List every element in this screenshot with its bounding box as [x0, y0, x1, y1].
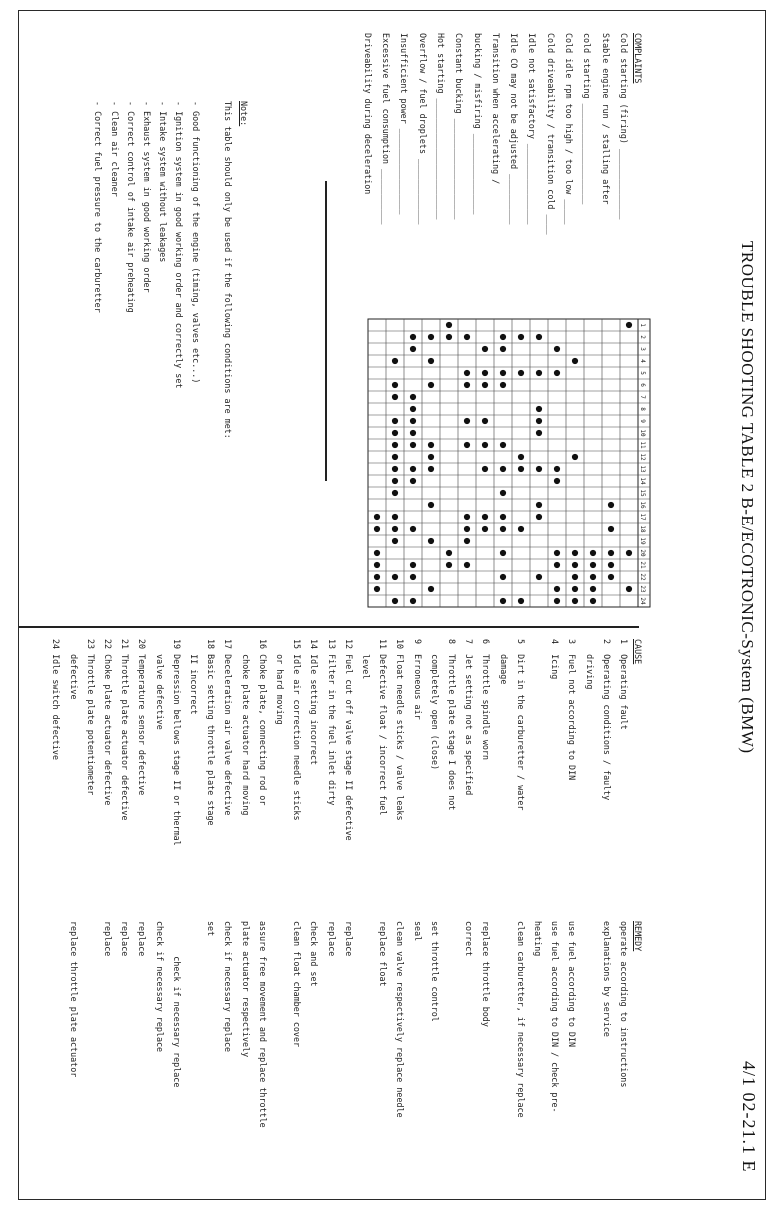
matrix-dot	[464, 526, 470, 532]
note-line: This table should only be used if the following conditions are met:	[223, 101, 233, 439]
cause-line: 4 Icing	[550, 639, 561, 680]
matrix-column-number: 12	[639, 453, 646, 461]
matrix-dot	[410, 598, 416, 604]
matrix-column-number: 3	[639, 347, 646, 351]
complaint-line: Cold driveability / transition cold ____	[545, 33, 556, 235]
matrix-dot	[500, 442, 506, 448]
matrix-dot	[392, 490, 398, 496]
matrix-column-number: 6	[639, 383, 646, 387]
matrix-dot	[500, 346, 506, 352]
cause-line: 7 Jet setting not as specified	[464, 639, 475, 796]
matrix-dot	[500, 466, 506, 472]
matrix-dot	[464, 370, 470, 376]
matrix-dot	[536, 370, 542, 376]
remedy-line: replace throttle body	[481, 921, 492, 1027]
matrix-dot	[392, 454, 398, 460]
complaint-line: Idle CO may not be adjusted __________	[509, 33, 520, 225]
matrix-dot	[536, 406, 542, 412]
remedy-line: operate according to instructions	[619, 921, 629, 1088]
matrix-dot	[590, 562, 596, 568]
complaints-list	[349, 33, 629, 333]
matrix-column-number: 8	[639, 407, 646, 411]
cause-line: 24 Idle switch defective	[51, 639, 62, 761]
remedy-line: replace	[120, 921, 131, 957]
matrix-column-number: 20	[639, 549, 646, 557]
matrix-dot	[410, 466, 416, 472]
cause-list	[29, 639, 629, 942]
matrix-dot	[590, 586, 596, 592]
complaint-line: Cold starting (firing) ______________	[619, 33, 629, 220]
matrix-dot	[392, 358, 398, 364]
note-list	[83, 101, 233, 601]
matrix-dot	[608, 562, 614, 568]
matrix-column-number: 14	[639, 477, 646, 485]
matrix-dot	[410, 526, 416, 532]
complaints-divider	[326, 181, 328, 481]
matrix-dot	[536, 466, 542, 472]
matrix-dot	[572, 586, 578, 592]
matrix-dot	[482, 466, 488, 472]
matrix-dot	[392, 418, 398, 424]
matrix-dot	[392, 478, 398, 484]
note-line: - Ignition system in good working order and correctly set	[174, 101, 185, 389]
complaint-line: Hot starting ________________________	[436, 33, 446, 220]
cause-line: 15 Idle air correction needle sticks	[292, 639, 303, 821]
matrix-dot	[590, 550, 596, 556]
matrix-dot	[536, 574, 542, 580]
matrix-column-number: 18	[639, 525, 646, 533]
matrix-dot	[626, 322, 632, 328]
matrix-dot	[518, 334, 524, 340]
matrix-column-number: 11	[639, 441, 646, 449]
remedy-line: check if necessary replace	[171, 921, 182, 1088]
complaint-line: Idle not satisfactory ________________	[527, 33, 538, 225]
matrix-dot	[500, 598, 506, 604]
matrix-dot	[428, 334, 434, 340]
remedy-line: check if necessary replace	[154, 921, 165, 1053]
matrix-dot	[500, 514, 506, 520]
matrix-dot	[428, 442, 434, 448]
matrix-column-number: 24	[639, 597, 646, 605]
remedy-line: set throttle control	[429, 921, 440, 1022]
matrix-column-number: 16	[639, 501, 646, 509]
matrix-dot	[590, 574, 596, 580]
matrix-dot	[590, 598, 596, 604]
matrix-dot	[482, 442, 488, 448]
remedy-line: clean valve respectively replace needle	[395, 921, 406, 1118]
matrix-column-number: 15	[639, 489, 646, 497]
matrix-dot	[428, 466, 434, 472]
remedy-line: clean float chamber cover	[292, 921, 303, 1048]
matrix-dot	[428, 358, 434, 364]
matrix-dot	[410, 478, 416, 484]
note-line: - Intake system without leakages	[158, 101, 169, 263]
complaint-line: Stable engine run / stalling after	[600, 33, 611, 205]
remedy-line: plate actuator respectively	[240, 921, 251, 1058]
matrix-dot	[608, 526, 614, 532]
cause-line: defective	[68, 639, 79, 700]
document-title: TROUBLE SHOOTING TABLE 2 B-E/ECOTRONIC-System (BMW)	[738, 241, 757, 754]
rotated-content	[19, 11, 767, 1201]
cause-line: 2 Operating conditions / faulty	[601, 639, 612, 801]
matrix-dot	[464, 442, 470, 448]
matrix-dot	[518, 370, 524, 376]
cause-line: 17 Deceleration air valve defective	[223, 639, 234, 816]
cause-line: 14 Idle setting incorrect	[309, 639, 320, 766]
cause-line: 6 Throttle spindle worn	[481, 639, 492, 761]
remedy-line: explanations by service	[601, 921, 612, 1037]
cause-line: level	[361, 639, 371, 680]
matrix-dot	[554, 586, 560, 592]
matrix-dot	[392, 514, 398, 520]
matrix-dot	[500, 334, 506, 340]
matrix-dot	[518, 598, 524, 604]
page-reference: 4/1 02-21.1 E	[739, 1061, 759, 1173]
matrix-dot	[446, 550, 452, 556]
remedy-line: replace	[103, 921, 113, 957]
matrix-dot	[482, 418, 488, 424]
matrix-dot	[410, 442, 416, 448]
matrix-dot	[554, 370, 560, 376]
matrix-dot	[626, 550, 632, 556]
matrix-dot	[554, 550, 560, 556]
matrix-dot	[500, 574, 506, 580]
matrix-dot	[410, 574, 416, 580]
matrix-dot	[410, 418, 416, 424]
matrix-dot	[554, 562, 560, 568]
matrix-dot	[500, 526, 506, 532]
matrix-dot	[482, 346, 488, 352]
cause-line: 20 Temperature sensor defective	[137, 639, 148, 796]
matrix-column-number: 1	[639, 323, 646, 327]
matrix-dot	[392, 430, 398, 436]
remedy-heading: REMEDY	[633, 921, 643, 952]
matrix-dot	[410, 334, 416, 340]
matrix-dot	[428, 502, 434, 508]
remedy-line: replace	[326, 921, 337, 957]
matrix-column-number: 17	[639, 513, 646, 521]
matrix-dot	[428, 454, 434, 460]
matrix-dot	[554, 598, 560, 604]
cause-line: completely open (close)	[429, 639, 440, 771]
remedy-line: replace float	[378, 921, 389, 987]
matrix-dot	[446, 322, 452, 328]
cause-line: 11 Defective float / incorrect fuel	[378, 639, 389, 816]
complaint-line: Transition when accelerating /	[490, 33, 501, 185]
matrix-column-number: 19	[639, 537, 646, 545]
cause-line: or hard moving	[275, 639, 285, 725]
remedy-line: seal	[412, 921, 423, 942]
matrix-dot	[536, 514, 542, 520]
note-line: - Correct fuel pressure to the carburetter	[93, 101, 104, 313]
note-line: - Exhaust system in good working order	[142, 101, 152, 293]
matrix-dot	[482, 526, 488, 532]
matrix-dot	[392, 442, 398, 448]
cause-line: 22 Choke plate actuator defective	[103, 639, 113, 806]
matrix-dot	[428, 538, 434, 544]
matrix-dot	[428, 382, 434, 388]
remedy-line: clean carburetter, if necessary replace	[515, 921, 526, 1118]
cause-line: 13 Filter in the fuel inlet dirty	[326, 639, 337, 806]
cause-line: 3 Fuel not according to DIN	[567, 639, 578, 781]
cause-line: II incorrect	[189, 639, 199, 715]
matrix-dot	[374, 514, 380, 520]
matrix-dot	[464, 418, 470, 424]
remedy-line: set	[206, 921, 217, 937]
matrix-dot	[572, 562, 578, 568]
matrix-column-number: 21	[639, 561, 646, 569]
matrix-dot	[518, 526, 524, 532]
matrix-dot	[464, 382, 470, 388]
cause-line: choke plate actuator hard moving	[240, 639, 251, 816]
matrix-dot	[572, 598, 578, 604]
cause-line: damage	[498, 639, 509, 685]
matrix-dot	[518, 454, 524, 460]
matrix-dot	[608, 574, 614, 580]
matrix-dot	[464, 514, 470, 520]
page-frame	[18, 10, 766, 1200]
matrix-dot	[392, 382, 398, 388]
complaint-line: Excessive fuel consumption ___________	[381, 33, 392, 225]
remedy-line: assure free movement and replace throttle	[257, 921, 268, 1128]
note-line: - Correct control of intake air preheating	[125, 101, 136, 313]
note-heading: Note:	[239, 101, 249, 127]
cause-line: 18 Basic setting throttle plate stage	[206, 639, 217, 826]
matrix-dot	[536, 502, 542, 508]
matrix-dot	[500, 490, 506, 496]
remedy-line: replace	[343, 921, 354, 957]
cause-heading: CAUSE	[633, 639, 643, 665]
matrix-dot	[518, 466, 524, 472]
matrix-dot	[410, 346, 416, 352]
matrix-dot	[482, 370, 488, 376]
cause-line: 19 Depression bellows stage II or thermal	[171, 639, 182, 846]
matrix-column-number: 2	[639, 335, 646, 339]
remedy-line: check and set	[309, 921, 320, 987]
matrix-dot	[374, 586, 380, 592]
matrix-dot	[374, 550, 380, 556]
remedy-line: check if necessary replace	[223, 921, 234, 1053]
cause-line: driving	[584, 639, 595, 690]
matrix-dot	[572, 550, 578, 556]
matrix-dot	[374, 574, 380, 580]
cause-line: 23 Throttle plate potentiometer	[85, 639, 96, 796]
matrix-dot	[392, 574, 398, 580]
matrix-dot	[572, 574, 578, 580]
matrix-column-number: 9	[639, 419, 646, 423]
complaint-line: cold starting ____________________	[582, 33, 593, 205]
matrix-dot	[572, 358, 578, 364]
cause-line: 12 Fuel cut off valve stage II defective	[343, 639, 354, 841]
matrix-dot	[410, 562, 416, 568]
cause-line: 16 Choke plate, connecting rod or	[257, 639, 268, 806]
note-line: - Clean air cleaner	[109, 101, 120, 197]
complaint-line: Cold idle rpm too high / too low _____	[564, 33, 575, 225]
matrix-dot	[482, 514, 488, 520]
matrix-dot	[482, 382, 488, 388]
complaint-line: bucking / misfiring ________________	[472, 33, 483, 215]
complaint-line: Overflow / fuel droplets _____________	[417, 33, 428, 225]
complaint-line: Insufficient power _________________	[399, 33, 410, 215]
matrix-column-number: 5	[639, 371, 646, 375]
matrix-dot	[554, 466, 560, 472]
cause-line: 9 Erroneous air	[412, 639, 423, 720]
matrix-dot	[392, 526, 398, 532]
cause-line: 8 Throttle plate stage I does not	[447, 639, 457, 811]
matrix-dot	[374, 526, 380, 532]
cause-line: 1 Operating fault	[619, 639, 629, 730]
matrix-dot	[500, 382, 506, 388]
remedy-line: use fuel according to DIN / check pre-	[550, 921, 561, 1113]
matrix-dot	[392, 394, 398, 400]
remedy-line: heating	[533, 921, 543, 957]
remedy-line: replace throttle plate actuator	[68, 921, 79, 1078]
note-line: - Good functioning of the engine (timing, valves etc...)	[190, 101, 201, 384]
matrix-dot	[464, 562, 470, 568]
remedy-list	[29, 921, 629, 1201]
complaint-line: Driveability during deceleration	[362, 33, 373, 195]
matrix-dot	[410, 406, 416, 412]
matrix-dot	[464, 334, 470, 340]
remedy-line: use fuel according to DIN	[567, 921, 578, 1048]
remedy-line: replace	[137, 921, 148, 957]
matrix-column-number: 13	[639, 465, 646, 473]
matrix-dot	[608, 550, 614, 556]
matrix-dot	[572, 454, 578, 460]
matrix-dot	[554, 346, 560, 352]
matrix-column-number: 4	[639, 359, 646, 363]
matrix-dot	[374, 562, 380, 568]
complaints-heading: COMPLAINTS	[633, 33, 643, 84]
matrix-column-number: 22	[639, 573, 646, 581]
cause-line: 10 Float needle sticks / valve leaks	[395, 639, 406, 821]
matrix-dot	[392, 466, 398, 472]
matrix-dot	[536, 418, 542, 424]
matrix-dot	[446, 562, 452, 568]
cause-line: 21 Throttle plate actuator defective	[120, 639, 131, 821]
matrix-dot	[608, 502, 614, 508]
matrix-dot	[500, 550, 506, 556]
trouble-matrix	[362, 311, 652, 611]
matrix-dot	[554, 478, 560, 484]
matrix-column-number: 10	[639, 429, 646, 437]
matrix-dot	[536, 430, 542, 436]
remedy-line: correct	[464, 921, 475, 957]
matrix-dot	[500, 370, 506, 376]
matrix-dot	[536, 334, 542, 340]
cause-line: valve defective	[154, 639, 165, 730]
complaint-line: Constant bucking ____________________	[454, 33, 465, 220]
matrix-dot	[392, 538, 398, 544]
cause-line: 5 Dirt in the carburetter / water	[515, 639, 526, 811]
matrix-dot	[464, 538, 470, 544]
matrix-dot	[410, 394, 416, 400]
matrix-dot	[446, 334, 452, 340]
matrix-column-number: 23	[639, 585, 646, 593]
matrix-dot	[410, 430, 416, 436]
section-divider	[19, 626, 639, 628]
matrix-dot	[392, 598, 398, 604]
matrix-dot	[626, 586, 632, 592]
matrix-dot	[428, 586, 434, 592]
matrix-column-number: 7	[639, 395, 646, 399]
